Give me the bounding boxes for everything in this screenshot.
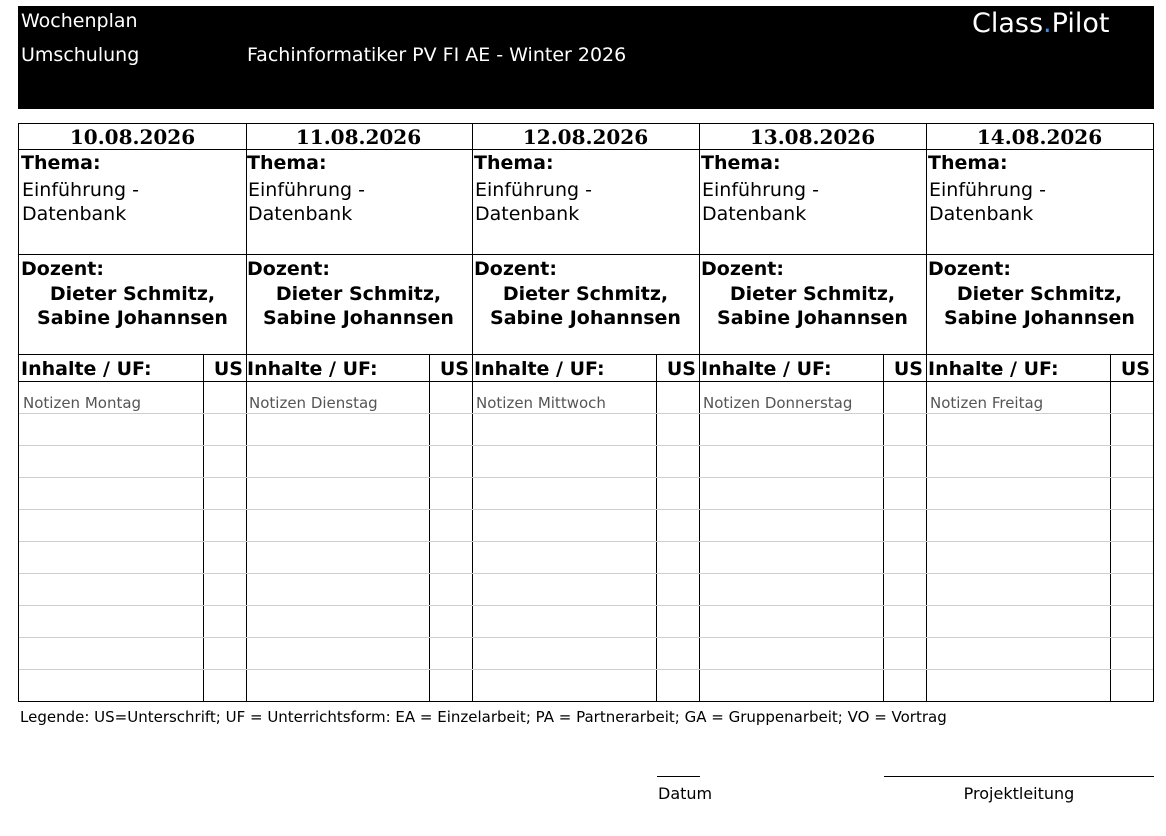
legend-text: Legende: US=Unterschrift; UF = Unterrichtsform: EA = Einzelarbeit; PA = Partnerarbeit; GA = Gruppenarbeit; VO = Vortrag — [20, 708, 947, 726]
note-line — [699, 541, 926, 542]
notes-field[interactable]: Notizen Montag — [23, 394, 142, 412]
date-signature-line — [657, 776, 700, 777]
brand-dot: . — [1043, 8, 1052, 39]
brand-name-part1: Class — [972, 8, 1044, 39]
day-date: 14.08.2026 — [926, 124, 1153, 150]
thema-label: Thema: — [701, 152, 781, 174]
note-line — [926, 509, 1153, 510]
note-line — [472, 669, 699, 670]
divider — [245, 354, 472, 355]
us-label: US — [666, 358, 696, 380]
day-column-tuesday — [245, 123, 473, 702]
note-line — [926, 605, 1153, 606]
note-line — [19, 477, 246, 478]
divider — [699, 354, 926, 355]
thema-label: Thema: — [21, 152, 101, 174]
inhalte-label: Inhalte / UF: — [701, 358, 832, 380]
note-line — [245, 413, 472, 414]
dozent-label: Dozent: — [474, 258, 557, 280]
note-line — [472, 541, 699, 542]
note-line — [19, 669, 246, 670]
note-line — [472, 637, 699, 638]
note-line — [699, 509, 926, 510]
brand-logo — [972, 8, 1109, 39]
note-line — [472, 413, 699, 414]
note-line — [699, 573, 926, 574]
divider — [19, 381, 246, 382]
us-column-divider — [429, 354, 430, 701]
note-line — [472, 477, 699, 478]
day-date: 12.08.2026 — [472, 124, 699, 150]
dozent-label: Dozent: — [928, 258, 1011, 280]
divider — [926, 381, 1153, 382]
note-line — [245, 637, 472, 638]
notes-field[interactable]: Notizen Donnerstag — [703, 394, 853, 412]
note-line — [19, 605, 246, 606]
lead-signature-line — [884, 776, 1154, 777]
note-line — [926, 541, 1153, 542]
note-line — [926, 413, 1153, 414]
inhalte-label: Inhalte / UF: — [474, 358, 605, 380]
note-line — [699, 637, 926, 638]
inhalte-label: Inhalte / UF: — [247, 358, 378, 380]
note-line — [926, 637, 1153, 638]
divider — [19, 254, 246, 255]
thema-value: Einführung - Datenbank — [248, 179, 365, 225]
inhalte-label: Inhalte / UF: — [928, 358, 1059, 380]
note-line — [472, 509, 699, 510]
note-line — [245, 669, 472, 670]
day-date: 11.08.2026 — [245, 124, 472, 150]
note-line — [472, 605, 699, 606]
notes-field[interactable]: Notizen Freitag — [930, 394, 1044, 412]
us-label: US — [213, 358, 243, 380]
notes-field[interactable]: Notizen Dienstag — [249, 394, 378, 412]
day-column-thursday — [699, 123, 927, 702]
dozent-value: Dieter Schmitz, Sabine Johannsen — [263, 283, 454, 329]
dozent-label: Dozent: — [247, 258, 330, 280]
note-line — [19, 413, 246, 414]
divider — [245, 381, 472, 382]
note-line — [699, 669, 926, 670]
divider — [699, 254, 926, 255]
us-label: US — [893, 358, 923, 380]
dozent-value: Dieter Schmitz, Sabine Johannsen — [37, 283, 228, 329]
day-date: 10.08.2026 — [19, 124, 246, 150]
dozent-value: Dieter Schmitz, Sabine Johannsen — [717, 283, 908, 329]
thema-value: Einführung - Datenbank — [22, 179, 139, 225]
us-column-divider — [203, 354, 204, 701]
note-line — [245, 541, 472, 542]
note-line — [699, 413, 926, 414]
day-date: 13.08.2026 — [699, 124, 926, 150]
divider — [699, 381, 926, 382]
note-line — [19, 637, 246, 638]
day-column-wednesday — [472, 123, 700, 702]
dozent-label: Dozent: — [701, 258, 784, 280]
note-line — [19, 509, 246, 510]
thema-value: Einführung - Datenbank — [475, 179, 592, 225]
divider — [245, 254, 472, 255]
dozent-value: Dieter Schmitz, Sabine Johannsen — [490, 283, 681, 329]
us-label: US — [1120, 358, 1150, 380]
document-type: Wochenplan — [21, 10, 138, 32]
divider — [926, 354, 1153, 355]
thema-value: Einführung - Datenbank — [929, 179, 1046, 225]
note-line — [245, 573, 472, 574]
note-line — [472, 445, 699, 446]
thema-label: Thema: — [928, 152, 1008, 174]
divider — [472, 354, 699, 355]
us-column-divider — [656, 354, 657, 701]
us-label: US — [439, 358, 469, 380]
us-column-divider — [1110, 354, 1111, 701]
date-signature-label: Datum — [658, 784, 713, 803]
note-line — [926, 477, 1153, 478]
course-label: Umschulung — [21, 44, 140, 66]
us-column-divider — [883, 354, 884, 701]
thema-label: Thema: — [247, 152, 327, 174]
inhalte-label: Inhalte / UF: — [21, 358, 152, 380]
note-line — [699, 445, 926, 446]
note-line — [926, 445, 1153, 446]
week-table — [18, 123, 1154, 702]
note-line — [19, 573, 246, 574]
note-line — [19, 541, 246, 542]
note-line — [699, 477, 926, 478]
thema-value: Einführung - Datenbank — [702, 179, 819, 225]
note-line — [245, 477, 472, 478]
note-line — [245, 509, 472, 510]
note-line — [245, 445, 472, 446]
note-line — [699, 605, 926, 606]
note-line — [472, 573, 699, 574]
divider — [19, 354, 246, 355]
dozent-label: Dozent: — [21, 258, 104, 280]
notes-field[interactable]: Notizen Mittwoch — [476, 394, 606, 412]
thema-label: Thema: — [474, 152, 554, 174]
course-name: Fachinformatiker PV FI AE - Winter 2026 — [247, 44, 627, 66]
brand-name-part2: Pilot — [1051, 8, 1110, 39]
divider — [472, 381, 699, 382]
divider — [926, 254, 1153, 255]
dozent-value: Dieter Schmitz, Sabine Johannsen — [944, 283, 1135, 329]
note-line — [926, 573, 1153, 574]
day-column-monday — [18, 123, 247, 702]
lead-signature-label: Projektleitung — [963, 784, 1075, 803]
note-line — [926, 669, 1153, 670]
divider — [472, 254, 699, 255]
day-column-friday — [926, 123, 1154, 702]
header-bar — [18, 6, 1154, 109]
note-line — [245, 605, 472, 606]
note-line — [19, 445, 246, 446]
